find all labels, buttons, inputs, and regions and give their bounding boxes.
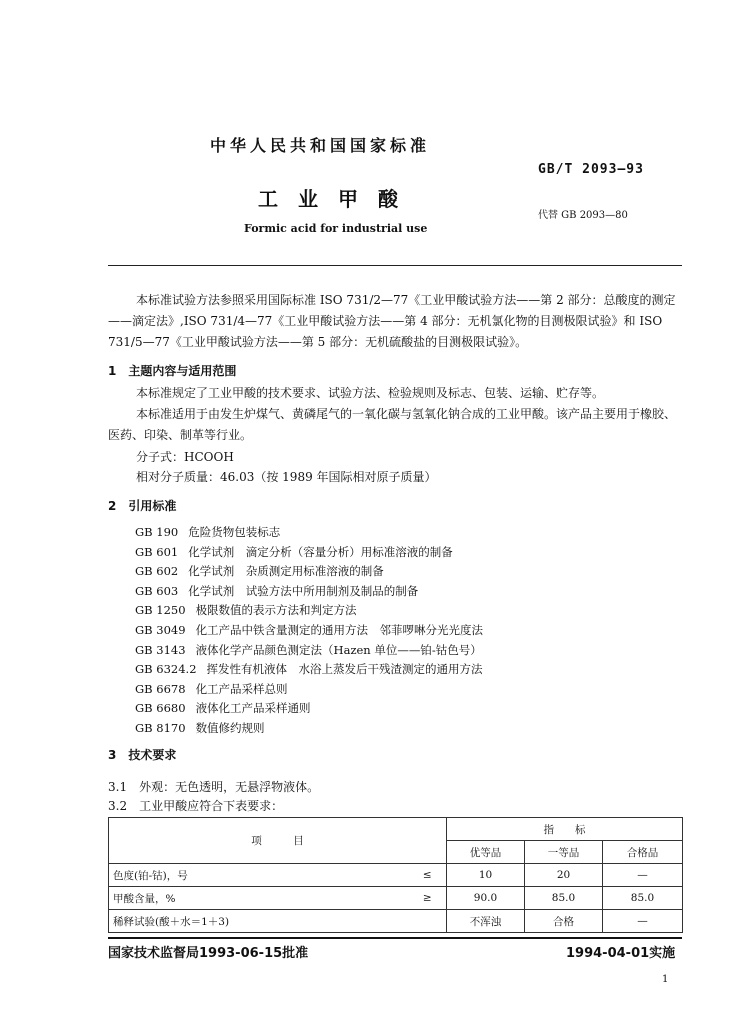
spec-table <box>108 817 683 933</box>
reference-title: 数值修约规则 <box>195 721 265 735</box>
section-1-paragraph-1: 本标准规定了工业甲酸的技术要求、试验方法、检验规则及标志、包装、运输、贮存等。 <box>136 386 605 400</box>
reference-item <box>135 583 418 599</box>
reference-code: GB 602 <box>135 564 179 579</box>
row-value: — <box>603 864 683 887</box>
section-2-heading: 2 引用标准 <box>108 499 177 513</box>
implementation-date: 1994-04-01实施 <box>566 946 676 961</box>
clause-3-1: 3.1 外观：无色透明，无悬浮物液体。 <box>108 780 320 794</box>
section-3-heading: 3 技术要求 <box>108 748 177 762</box>
reference-code: GB 190 <box>135 525 179 539</box>
reference-title: 化学试剂 滴定分析（容量分析）用标准溶液的制备 <box>188 544 453 559</box>
reference-item <box>135 563 384 579</box>
section-1-paragraph-2: 本标准适用于由发生炉煤气、黄磷尾气的一氧化碳与氢氧化钠合成的工业甲酸。该产品主要用于橡胶、医药、印染、制革等行业。 <box>108 407 677 442</box>
reference-code: GB 603 <box>135 583 179 598</box>
reference-item <box>135 602 357 618</box>
table-row <box>109 864 683 887</box>
reference-item <box>135 524 280 540</box>
molecular-mass: 相对分子质量：46.03（按 1989 年国际相对原子质量） <box>136 470 437 484</box>
reference-code: GB 1250 <box>135 603 186 618</box>
reference-item <box>135 544 453 560</box>
intro-paragraph: 本标准试验方法参照采用国际标准 ISO 731/2—77《工业甲酸试验方法——第 2 部分：总酸度的测定——滴定法》,ISO 731/4—77《工业甲酸试验方法——第 4 部分：无机氯化物的目测极限试验》和 ISO 731/5—77《工业甲酸试验方法——第 5 部分：无机硫酸盐的目测极限试验》。 <box>108 293 676 349</box>
document-title: 工业甲酸 <box>258 187 418 211</box>
table-header-item: 项 目 <box>109 818 447 864</box>
reference-code: GB 6680 <box>135 701 186 716</box>
approval-date: 国家技术监督局1993-06-15批准 <box>108 946 309 961</box>
reference-title: 化学试剂 杂质测定用标准溶液的制备 <box>188 564 384 579</box>
table-header-indicator: 指 标 <box>447 818 683 841</box>
row-item: 色度(铂-钴)，号 <box>109 864 409 887</box>
reference-title: 液体化学产品颜色测定法（Hazen 单位——铂-钴色号） <box>195 642 482 657</box>
reference-title: 极限数值的表示方法和判定方法 <box>195 603 357 618</box>
grade-qualified: 合格品 <box>603 841 683 864</box>
table-row <box>109 887 683 910</box>
reference-title: 液体化工产品采样通则 <box>195 701 311 716</box>
reference-code: GB 601 <box>135 544 179 559</box>
reference-item <box>135 700 311 716</box>
reference-item <box>135 622 483 638</box>
footer-divider <box>108 937 682 939</box>
row-value: 20 <box>525 864 603 887</box>
row-value: 85.0 <box>525 887 603 910</box>
row-value: 90.0 <box>447 887 525 910</box>
grade-first: 一等品 <box>525 841 603 864</box>
replaces-note: 代替 GB 2093—80 <box>538 210 628 221</box>
table-row <box>109 910 683 933</box>
row-value: 不浑浊 <box>447 910 525 933</box>
row-operator <box>409 910 447 933</box>
clause-3-2: 3.2 工业甲酸应符合下表要求： <box>108 799 284 813</box>
reference-title: 化学试剂 试验方法中所用制剂及制品的制备 <box>188 583 419 598</box>
row-item: 稀释试验(酸＋水＝1＋3) <box>109 910 409 933</box>
reference-item <box>135 681 288 697</box>
reference-code: GB 8170 <box>135 721 186 735</box>
reference-title: 化工产品采样总则 <box>195 681 288 696</box>
reference-title: 化工产品中铁含量测定的通用方法 邻菲啰啉分光光度法 <box>195 623 484 637</box>
row-value: — <box>603 910 683 933</box>
section-1-heading: 1 主题内容与适用范围 <box>108 364 237 378</box>
reference-item <box>135 720 265 736</box>
reference-code: GB 3049 <box>135 623 186 637</box>
header-divider <box>108 265 682 266</box>
row-value: 合格 <box>525 910 603 933</box>
reference-title: 危险货物包装标志 <box>188 525 281 539</box>
row-value: 10 <box>447 864 525 887</box>
english-title: Formic acid for industrial use <box>244 222 428 235</box>
row-operator: ≤ <box>409 864 447 887</box>
national-standard-heading: 中华人民共和国国家标准 <box>210 136 431 155</box>
reference-code: GB 3143 <box>135 642 186 657</box>
row-value: 85.0 <box>603 887 683 910</box>
row-item: 甲酸含量，% <box>109 887 409 910</box>
page-number: 1 <box>662 974 669 985</box>
reference-item <box>135 642 482 658</box>
reference-item <box>135 661 483 677</box>
grade-premium: 优等品 <box>447 841 525 864</box>
standard-number: GB/T 2093—93 <box>538 162 644 177</box>
molecular-formula: 分子式：HCOOH <box>136 450 234 464</box>
row-operator: ≥ <box>409 887 447 910</box>
reference-code: GB 6678 <box>135 681 186 696</box>
reference-title: 挥发性有机液体 水浴上蒸发后干残渣测定的通用方法 <box>206 662 483 677</box>
reference-code: GB 6324.2 <box>135 662 197 677</box>
